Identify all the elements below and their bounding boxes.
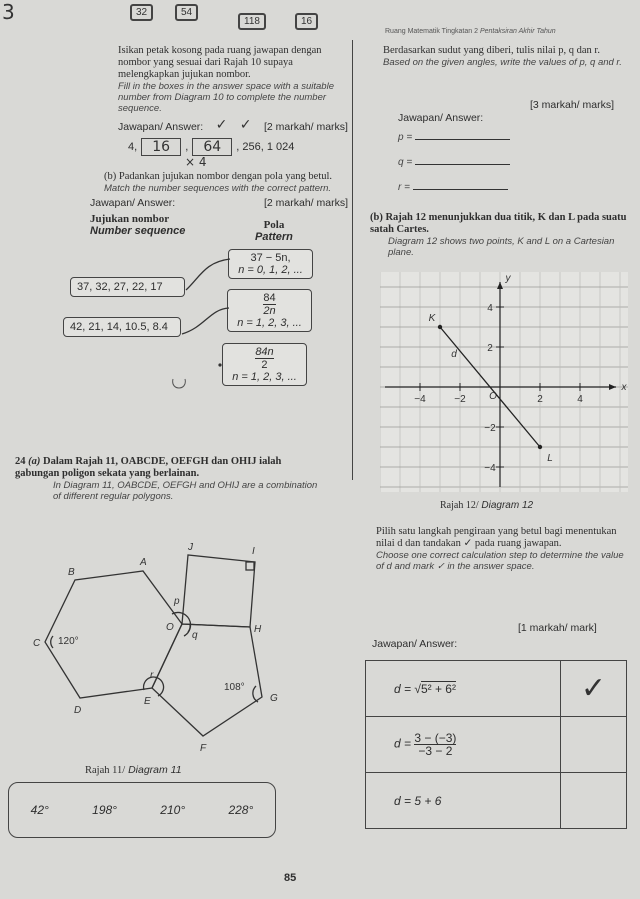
angle-arc-r	[144, 677, 164, 696]
q-right-a-text-en: Based on the given angles, write the values of p, q and r.	[383, 57, 622, 68]
handwritten-note: × 4	[185, 155, 207, 169]
q-right-b-answer-label: Jawapan/ Answer:	[372, 638, 458, 650]
running-header	[385, 28, 556, 35]
page-number: 85	[284, 872, 297, 884]
x-axis-arrow	[609, 384, 616, 390]
angle-options-box	[8, 782, 276, 838]
angle-label: p	[174, 596, 180, 607]
q-right-b-marks: [1 markah/ mark]	[518, 622, 597, 634]
polygon-diagram	[0, 540, 320, 770]
instr-ms: Pilih satu langkah pengiraan yang betul bagi menentukan nilai d dan tandakan ✓ pada ruang jawapan.	[376, 526, 617, 549]
q23a-sequence	[128, 138, 348, 156]
r-label: r =	[398, 182, 410, 193]
vertex-label: A	[140, 557, 147, 568]
calculation-choice-table	[365, 660, 627, 829]
q-right-b-label: (b)	[370, 212, 383, 223]
vertex-label: I	[252, 546, 255, 557]
q23b-answer-row	[90, 197, 348, 209]
vertex-label: G	[270, 693, 278, 704]
handwritten-mark	[173, 379, 186, 388]
caption-en: Diagram 11	[128, 764, 182, 776]
angle-option[interactable]: 228°	[228, 803, 254, 817]
fraction-denominator: 2n	[263, 305, 276, 317]
table-row	[366, 717, 627, 773]
formula-radicand: 5² + 6²	[420, 681, 456, 696]
caption-en: Diagram 12	[481, 500, 534, 511]
q-right-a-answer-label: Jawapan/ Answer:	[398, 112, 484, 124]
handwritten-box: 32	[130, 4, 153, 21]
handwritten-question-number: 3	[2, 0, 15, 24]
matching-area	[60, 213, 348, 398]
angle-arc-c	[51, 636, 53, 648]
vertex-label: C	[33, 638, 41, 649]
q24-part: (a)	[28, 456, 41, 467]
angle-label: q	[192, 630, 198, 641]
col2-ms: Pola	[263, 219, 285, 231]
col1-ms: Jujukan nombor	[90, 213, 170, 225]
q-right-b-text-ms: Rajah 12 menunjukkan dua titik, K dan L pada suatu satah Cartes.	[370, 212, 627, 235]
q23b-text-en: Match the number sequences with the correct pattern.	[104, 183, 332, 194]
matching-lines	[60, 213, 348, 398]
q23a-answer-row	[118, 117, 348, 133]
sequence-box[interactable]: 37, 32, 27, 22, 17	[70, 277, 185, 297]
seq-term: 4,	[128, 141, 138, 153]
y-tick-label: 4	[487, 303, 493, 314]
pattern-expr: 37 − 5n,	[250, 252, 291, 264]
running-subtitle: Pentaksiran Akhir Tahun	[479, 28, 556, 35]
p-answer-field[interactable]	[398, 132, 510, 143]
sequence-box[interactable]: 42, 21, 14, 10.5, 8.4	[63, 317, 181, 337]
q23b-label: (b)	[104, 171, 117, 182]
q23b-instructions	[104, 171, 348, 194]
option-formula	[366, 717, 561, 773]
handwritten-tick: ✓	[239, 117, 252, 133]
q23a-marks: [2 markah/ marks]	[263, 121, 348, 133]
tick-cell[interactable]	[561, 717, 627, 773]
match-line	[182, 308, 229, 334]
seq-terms-end: , 256, 1 024	[236, 141, 295, 153]
formula-prefix: d = √	[394, 681, 421, 696]
running-title: Ruang Matematik Tingkatan 2	[385, 28, 478, 35]
y-tick-label: 2	[487, 343, 493, 354]
match-line	[186, 259, 230, 290]
y-tick-label: −2	[484, 423, 496, 434]
point-L	[538, 445, 542, 449]
vertex-label: D	[74, 705, 82, 716]
angle-option[interactable]: 42°	[30, 803, 49, 817]
match-dot	[218, 363, 221, 366]
angle-value: 108°	[224, 682, 245, 693]
p-label: p =	[398, 132, 413, 143]
fraction-numerator: 84	[263, 292, 276, 304]
pentagon	[152, 624, 262, 736]
point-label: L	[547, 453, 553, 464]
fraction-numerator: 3 − (−3)	[414, 731, 457, 745]
q-right-a-marks: [3 markah/ marks]	[530, 99, 615, 111]
x-axis-label: x	[621, 382, 627, 393]
x-tick-label: −4	[414, 394, 426, 405]
table-row	[366, 773, 627, 829]
hexagon	[45, 571, 182, 698]
cartesian-plane	[380, 272, 628, 492]
angle-option[interactable]: 210°	[160, 803, 186, 817]
option-formula	[366, 661, 561, 717]
q24-instructions	[15, 456, 320, 502]
option-formula: d = 5 + 6	[366, 773, 561, 829]
point-label: K	[428, 313, 436, 324]
vertex-label: J	[188, 542, 193, 553]
x-tick-label: 2	[537, 394, 543, 405]
segment-label: d	[451, 349, 457, 360]
handwritten-tick: ✓	[215, 117, 228, 133]
q-answer-field[interactable]	[398, 157, 510, 168]
diagram12-caption	[440, 500, 533, 511]
handwritten-box: 16	[295, 13, 318, 30]
q23a-instructions	[118, 45, 348, 114]
fraction-denominator: 2	[261, 359, 268, 371]
seq-separator: ,	[185, 141, 189, 153]
q24-text-ms: Dalam Rajah 11, OABCDE, OEFGH dan OHIJ ialah gabungan poligon sekata yang berlainan.	[15, 456, 282, 479]
col1-en: Number sequence	[90, 225, 186, 237]
angle-value: 120°	[58, 636, 79, 647]
q-right-b-text-en: Diagram 12 shows two points, K and L on a Cartesian plane.	[388, 236, 615, 258]
q24-text-en: In Diagram 11, OABCDE, OEFGH and OHIJ are a combination of different regular polygons.	[53, 480, 318, 502]
vertex-label: E	[144, 696, 151, 707]
q23a-answer-label: Jawapan/ Answer:	[118, 121, 204, 133]
q23b-text-ms: Padankan jujukan nombor dengan pola yang betul.	[118, 171, 333, 182]
handwritten-box: 118	[238, 13, 266, 30]
point-K	[438, 325, 442, 329]
q-label: q =	[398, 157, 413, 168]
x-tick-label: 4	[577, 394, 583, 405]
tick-cell[interactable]	[561, 773, 627, 829]
right-angle-mark	[246, 562, 254, 570]
fraction-denominator: −3 − 2	[418, 744, 453, 758]
q-right-b-instructions	[370, 212, 632, 258]
q23a-text-ms: Isikan petak kosong pada ruang jawapan dengan nombor yang sesuai dari Rajah 10 supaya melengkapkan jujukan nombor.	[118, 45, 322, 80]
q-right-b-choice-instructions	[376, 526, 628, 572]
caption-ms: Rajah 11/	[85, 765, 126, 776]
vertex-label: F	[200, 743, 207, 754]
origin-label: O	[489, 391, 497, 402]
left-column	[60, 45, 348, 398]
tick-cell[interactable]: ✓	[561, 661, 627, 717]
q23b-marks: [2 markah/ marks]	[263, 197, 348, 209]
pattern-domain: n = 1, 2, 3, ...	[237, 317, 302, 329]
q23b-answer-label: Jawapan/ Answer:	[90, 197, 176, 209]
caption-ms: Rajah 12/	[440, 500, 479, 511]
answer-box-1[interactable]: 16	[141, 138, 181, 156]
answer-box-2[interactable]: 64	[192, 138, 232, 156]
q-right-a-text-ms: Berdasarkan sudut yang diberi, tulis nilai p, q dan r.	[383, 45, 600, 56]
formula-prefix: d =	[394, 736, 412, 751]
y-axis-arrow	[497, 282, 503, 289]
handwritten-box: 54	[175, 4, 198, 21]
y-tick-label: −4	[484, 463, 496, 474]
column-divider	[352, 40, 353, 480]
square	[182, 555, 255, 627]
pattern-domain: n = 0, 1, 2, ...	[238, 264, 303, 276]
q-right-a-instructions	[383, 45, 633, 68]
diagram11-caption	[85, 764, 182, 776]
y-axis-label: y	[505, 273, 511, 284]
col2-en: Pattern	[255, 231, 293, 243]
pattern-domain: n = 1, 2, 3, ...	[232, 371, 297, 383]
vertex-label: B	[68, 567, 75, 578]
vertex-label: O	[166, 622, 174, 633]
instr-en: Choose one correct calculation step to determine the value of d and mark ✓ in the answer space.	[376, 550, 624, 572]
angle-label: r	[150, 670, 154, 681]
fraction-numerator: 84n	[255, 346, 274, 358]
r-answer-field[interactable]	[398, 182, 508, 193]
vertex-label: H	[254, 624, 262, 635]
table-row	[366, 661, 627, 717]
q23a-text-en: Fill in the boxes in the answer space with a suitable number from Diagram 10 to complete the number sequence.	[118, 81, 334, 114]
angle-option[interactable]: 198°	[92, 803, 117, 817]
q24-number: 24	[15, 456, 26, 467]
x-tick-label: −2	[454, 394, 466, 405]
